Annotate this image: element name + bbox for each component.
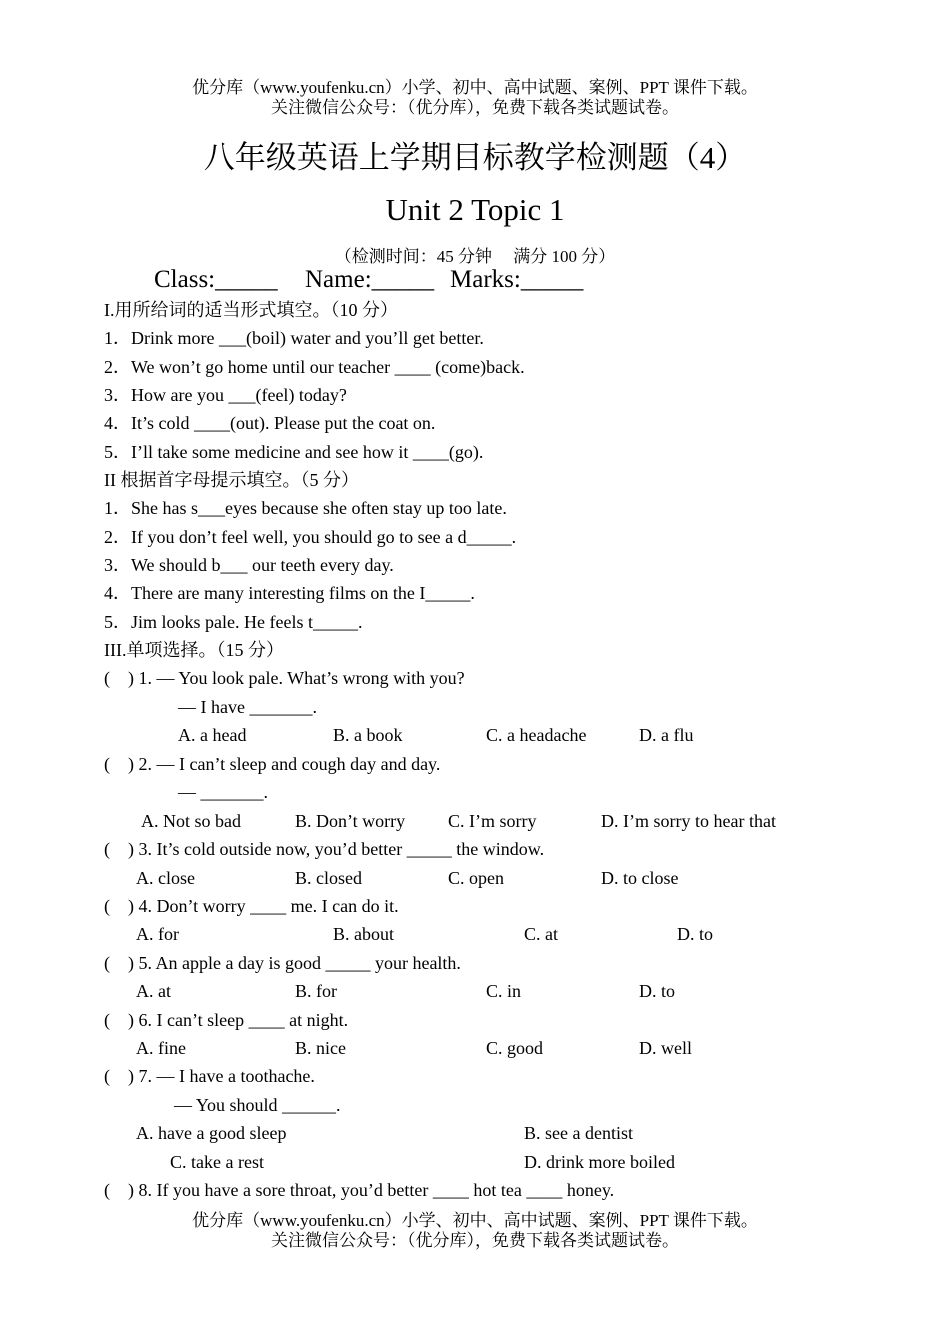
option-a: A. at: [136, 981, 171, 1001]
question-reply: — I have _______.: [178, 697, 317, 717]
option-b: B. closed: [295, 868, 362, 888]
option-c: C. at: [524, 924, 558, 944]
question-stem: ( ) 6. I can’t sleep ____ at night.: [104, 1010, 349, 1030]
option-c: C. I’m sorry: [448, 811, 537, 831]
question-stem: ( ) 1. — You look pale. What’s wrong with you?: [104, 668, 465, 688]
name-field: Name:_____: [305, 266, 435, 293]
exam-meta: （检测时间：45 分钟 满分 100 分）: [334, 247, 616, 266]
list-item: 1．She has s___eyes because she often stay up too late.: [104, 498, 507, 518]
option-b: B. a book: [333, 725, 403, 745]
option-d: D. drink more boiled: [524, 1152, 675, 1172]
option-a: A. for: [136, 924, 179, 944]
option-a: A. have a good sleep: [136, 1123, 287, 1143]
option-a: A. fine: [136, 1038, 186, 1058]
option-b: B. see a dentist: [524, 1123, 633, 1143]
option-d: D. a flu: [639, 725, 694, 745]
option-a: A. a head: [178, 725, 247, 745]
list-item: 3．We should b___ our teeth every day.: [104, 555, 394, 575]
option-a: A. Not so bad: [141, 811, 241, 831]
question-reply: — _______.: [178, 782, 268, 802]
question-stem: ( ) 8. If you have a sore throat, you’d better ____ hot tea ____ honey.: [104, 1180, 615, 1200]
list-item: 1．Drink more ___(boil) water and you’ll get better.: [104, 328, 484, 348]
option-c: C. good: [486, 1038, 544, 1058]
section-3-title: III.单项选择。（15 分）: [104, 640, 284, 660]
page-title: 八年级英语上学期目标教学检测题（4）: [203, 140, 747, 175]
question-stem: ( ) 4. Don’t worry ____ me. I can do it.: [104, 896, 399, 916]
question-stem: ( ) 3. It’s cold outside now, you’d better _____ the window.: [104, 839, 545, 859]
option-a: A. close: [136, 868, 195, 888]
option-c: C. a headache: [486, 725, 587, 745]
list-item: 3．How are you ___(feel) today?: [104, 385, 347, 405]
question-stem: ( ) 5. An apple a day is good _____ your health.: [104, 953, 461, 973]
header-line-2: 关注微信公众号：（优分库），免费下载各类试题试卷。: [271, 98, 679, 117]
option-b: B. for: [295, 981, 337, 1001]
footer-line-2: 关注微信公众号：（优分库），免费下载各类试题试卷。: [271, 1231, 679, 1250]
option-d: D. well: [639, 1038, 692, 1058]
class-field: Class:_____: [154, 266, 278, 293]
option-c: C. take a rest: [170, 1152, 264, 1172]
list-item: 5．Jim looks pale. He feels t_____.: [104, 612, 363, 632]
list-item: 4．There are many interesting films on the I_____.: [104, 583, 475, 603]
footer-line-1: 优分库（www.youfenku.cn）小学、初中、高中试题、案例、PPT 课件下载。: [192, 1211, 758, 1230]
option-d: D. to: [639, 981, 675, 1001]
option-b: B. about: [333, 924, 394, 944]
option-c: C. open: [448, 868, 504, 888]
header-line-1: 优分库（www.youfenku.cn）小学、初中、高中试题、案例、PPT 课件下载。: [192, 78, 758, 97]
option-d: D. to close: [601, 868, 679, 888]
option-c: C. in: [486, 981, 522, 1001]
section-2-title: II 根据首字母提示填空。（5 分）: [104, 470, 359, 490]
option-b: B. nice: [295, 1038, 346, 1058]
question-stem: ( ) 7. — I have a toothache.: [104, 1066, 315, 1086]
section-1-title: I.用所给词的适当形式填空。（10 分）: [104, 300, 398, 320]
question-reply: — You should ______.: [174, 1095, 341, 1115]
page-subtitle: Unit 2 Topic 1: [385, 192, 565, 227]
list-item: 5．I’ll take some medicine and see how it ____(go).: [104, 442, 484, 462]
option-d: D. I’m sorry to hear that: [601, 811, 776, 831]
question-stem: ( ) 2. — I can’t sleep and cough day and day.: [104, 754, 441, 774]
marks-field: Marks:_____: [450, 266, 584, 293]
option-d: D. to: [677, 924, 713, 944]
list-item: 4．It’s cold ____(out). Please put the coat on.: [104, 413, 436, 433]
list-item: 2．If you don’t feel well, you should go to see a d_____.: [104, 527, 517, 547]
list-item: 2．We won’t go home until our teacher ____ (come)back.: [104, 357, 525, 377]
option-b: B. Don’t worry: [295, 811, 406, 831]
